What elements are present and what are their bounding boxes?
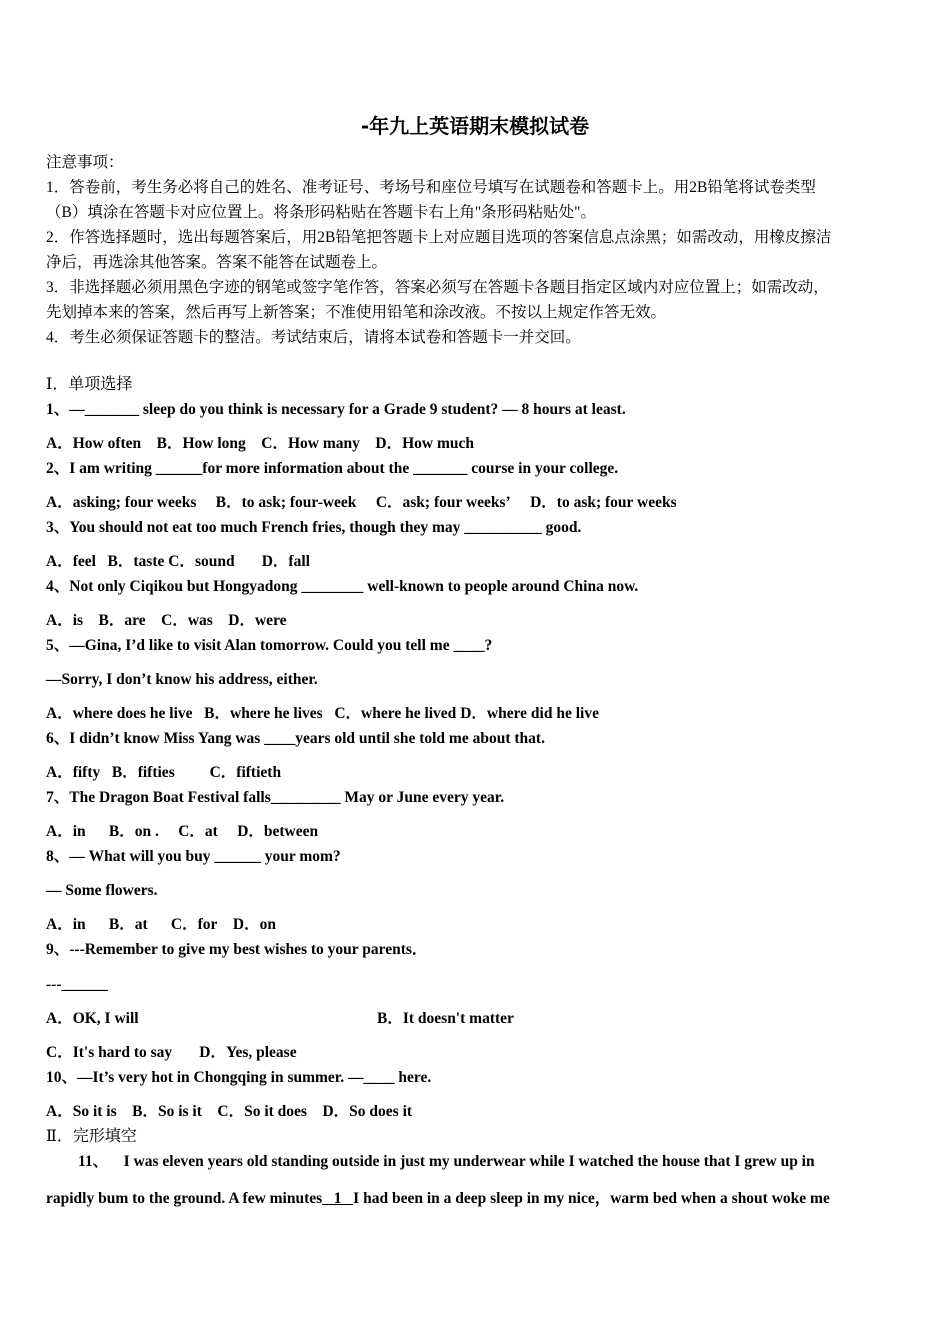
option-b[interactable]: B．taste [107,553,165,570]
question-9-reply: ---______ [46,976,108,993]
option-a[interactable]: A．feel [46,553,96,570]
passage-text: I had been in a deep sleep in my nice，warm bed when a shout woke me [353,1190,830,1207]
question-8-reply: — Some flowers. [46,882,158,899]
option-c[interactable]: C．sound [168,553,235,570]
notes-line: 2．作答选择题时，选出每题答案后，用2B铅笔把答题卡上对应题目选项的答案信息点涂黑；如需改动，用橡皮擦洁 [46,229,832,246]
option-d[interactable]: D．fall [261,553,310,570]
question-3-options [46,551,310,573]
notes-block [46,150,906,350]
option-c[interactable]: C．was [161,612,213,629]
option-a[interactable]: A．where does he live [46,705,193,722]
passage-line-2 [46,1188,906,1210]
option-c[interactable]: C．It's hard to say [46,1044,173,1061]
notes-line: 净后，再选涂其他答案。答案不能答在试题卷上。 [46,254,388,271]
notes-line: 3．非选择题必须用黑色字迹的钢笔或签字笔作答，答案必须写在答题卡各题目指定区域内对应位置上；如需改动， [46,279,829,296]
option-c[interactable]: C．ask; four weeks’ [375,494,511,511]
option-c[interactable]: C．How many [261,435,360,452]
section-heading-cloze: Ⅱ．完形填空 [46,1128,137,1145]
question-2: 2、I am writing ______for more information about the _______ course in your college. [46,460,619,477]
option-a[interactable]: A．in [46,916,86,933]
passage-text: rapidly bum to the ground. A few minutes [46,1190,323,1207]
question-9-option-b-wrap [377,1008,514,1030]
option-c[interactable]: C．at [178,823,218,840]
option-d[interactable]: D．to ask; four weeks [530,494,677,511]
blank-1[interactable]: 1 [322,1190,354,1207]
option-c[interactable]: C．for [170,916,218,933]
question-4: 4、Not only Ciqikou but Hongyadong ________ well-known to people around China now. [46,578,639,595]
question-1: 1、—_______ sleep do you think is necessary for a Grade 9 student? — 8 hours at least. [46,401,626,418]
question-9-options-row-1 [46,1008,139,1030]
option-d[interactable]: D．How much [375,435,475,452]
option-d[interactable]: D．between [237,823,319,840]
question-5-reply: —Sorry, I don’t know his address, either. [46,671,318,688]
option-a[interactable]: A．OK, I will [46,1010,139,1027]
question-8: 8、— What will you buy ______ your mom? [46,848,341,865]
question-9: 9、---Remember to give my best wishes to your parents． [46,941,428,958]
passage-number: 11、 [78,1153,109,1170]
option-d[interactable]: D．So does it [322,1103,413,1120]
notes-heading: 注意事项： [46,154,124,171]
option-c[interactable]: C．So it does [217,1103,307,1120]
option-a[interactable]: A．is [46,612,84,629]
question-10-options [46,1101,412,1123]
passage-text: I was eleven years old standing outside in just my underwear while I watched the house that I grew up in [123,1153,815,1170]
question-1-options [46,433,474,455]
question-2-options [46,492,677,514]
option-b[interactable]: B．It doesn't matter [377,1010,514,1027]
notes-line: 1．答卷前，考生务必将自己的姓名、准考证号、考场号和座位号填写在试题卷和答题卡上。用2B铅笔将试卷类型 [46,179,816,196]
option-a[interactable]: A．fifty [46,764,101,781]
question-6: 6、I didn’t know Miss Yang was ____years old until she told me about that. [46,730,545,747]
option-b[interactable]: B．to ask; four-week [215,494,357,511]
option-d[interactable]: D．on [232,916,276,933]
question-9-options-row-2 [46,1042,297,1064]
question-6-options [46,762,281,784]
section-heading-single-choice: Ⅰ．单项选择 [46,376,133,393]
question-8-options [46,914,276,936]
question-5: 5、—Gina, I’d like to visit Alan tomorrow. Could you tell me ____? [46,637,493,654]
option-c[interactable]: C．where he lived [334,705,457,722]
option-b[interactable]: B．fifties [111,764,175,781]
option-d[interactable]: D．Yes, please [199,1044,297,1061]
option-d[interactable]: D．where did he live [460,705,599,722]
notes-line: 先划掉本来的答案，然后再写上新答案；不准使用铅笔和涂改液。不按以上规定作答无效。 [46,304,667,321]
option-c[interactable]: C．fiftieth [209,764,282,781]
exam-title: -年九上英语期末模拟试卷 [360,114,590,138]
option-b[interactable]: B．are [98,612,146,629]
question-3: 3、You should not eat too much French fries, though they may __________ good. [46,519,582,536]
question-7: 7、The Dragon Boat Festival falls_________ May or June every year. [46,789,505,806]
passage-line-1 [78,1151,938,1173]
option-b[interactable]: B．on . [108,823,159,840]
option-b[interactable]: B．at [108,916,148,933]
option-d[interactable]: D．were [228,612,287,629]
question-7-options [46,821,318,843]
question-10: 10、—It’s very hot in Chongqing in summer. —____ here. [46,1069,432,1086]
question-4-options [46,610,287,632]
option-b[interactable]: B．So is it [132,1103,202,1120]
option-a[interactable]: A．So it is [46,1103,117,1120]
question-5-options [46,703,599,725]
notes-line: （B）填涂在答题卡对应位置上。将条形码粘贴在答题卡右上角"条形码粘贴处"。 [46,204,596,221]
option-a[interactable]: A．in [46,823,86,840]
notes-line: 4．考生必须保证答题卡的整洁。考试结束后，请将本试卷和答题卡一并交回。 [46,329,581,346]
option-b[interactable]: B．where he lives [204,705,323,722]
option-a[interactable]: A．How often [46,435,142,452]
option-b[interactable]: B．How long [156,435,246,452]
option-a[interactable]: A．asking; four weeks [46,494,197,511]
